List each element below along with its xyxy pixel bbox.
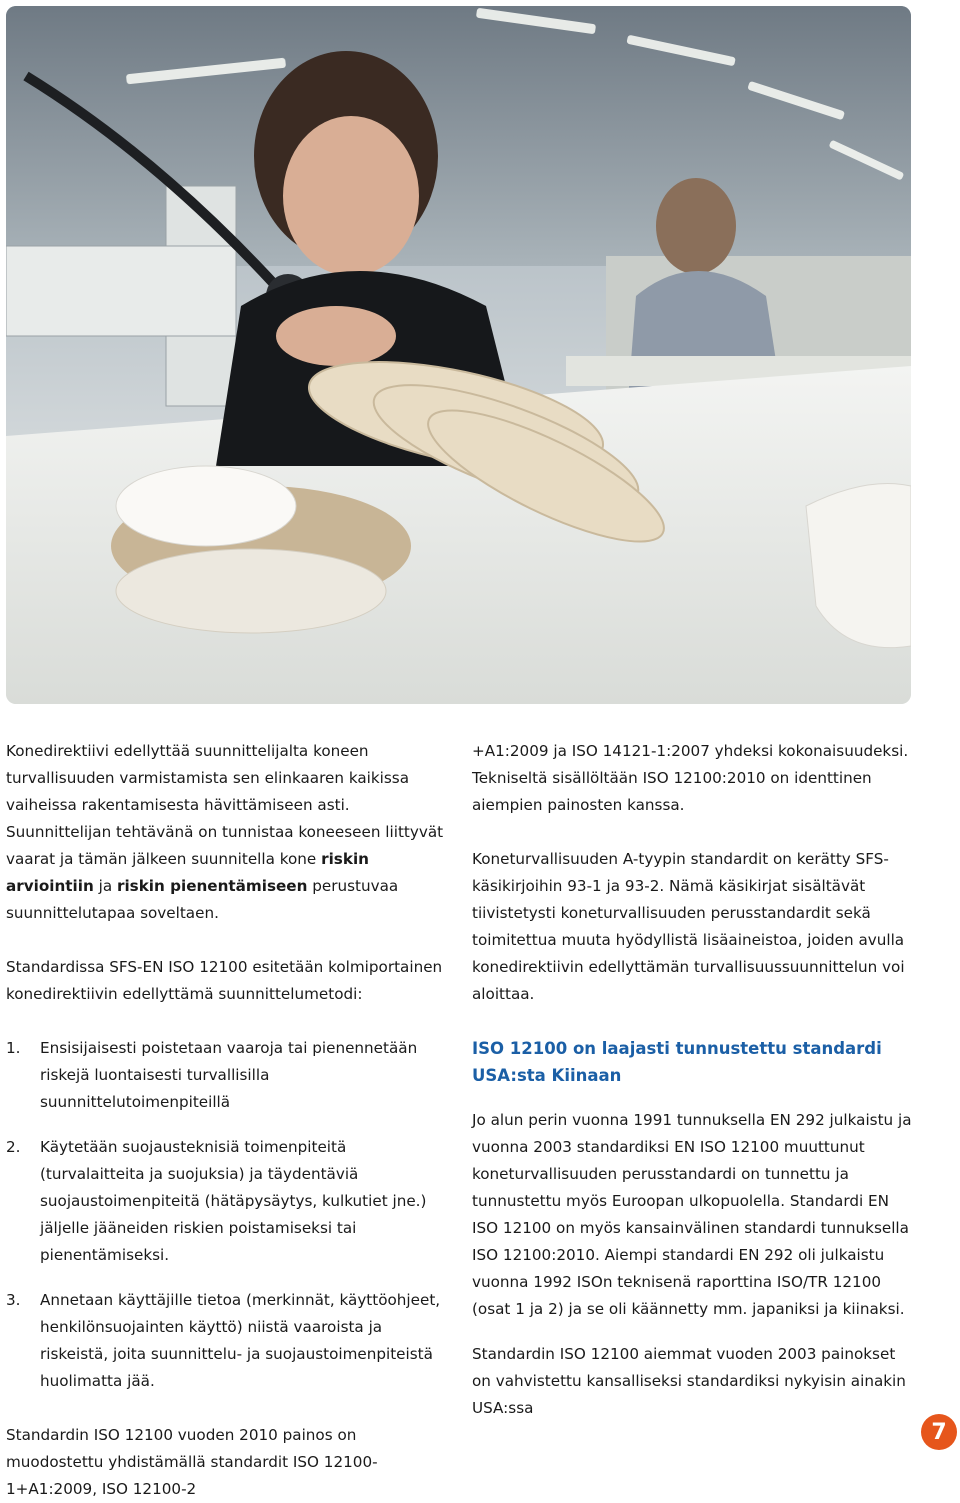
step-text: Käytetään suojausteknisiä toimenpiteitä (turvalaitteita ja suojuksia) ja täydentäviä suojaustoimenpiteitä (hätäpysäytys, kulkutiet jne.) jäljelle jääneiden riskien poistamiseksi tai pienentämiseksi.	[40, 1138, 427, 1264]
list-item	[6, 1035, 450, 1116]
photo-illustration	[6, 6, 911, 704]
step-text: Ensisijaisesti poistetaan vaaroja tai pienennetään riskejä luontaisesti turvallisilla suunnittelutoimenpiteillä	[40, 1039, 418, 1111]
list-item	[6, 1287, 450, 1395]
method-intro: Standardissa SFS-EN ISO 12100 esitetään kolmiportainen konedirektiivin edellyttämä suunnittelumetodi:	[6, 958, 443, 1003]
section-heading: ISO 12100 on laajasti tunnustettu standardi USA:sta Kiinaan	[472, 1039, 882, 1085]
closing-paragraph: Standardin ISO 12100 vuoden 2010 painos on muodostettu yhdistämällä standardit ISO 12100-1+A1:2009, ISO 12100-2	[6, 1426, 378, 1498]
step-number: 1.	[6, 1039, 21, 1057]
editions-paragraph: Standardin ISO 12100 aiemmat vuoden 2003 painokset on vahvistettu kansalliseksi standardiksi nykyisin ainakin USA:ssa	[472, 1345, 906, 1417]
handbook-paragraph: Koneturvallisuuden A-tyypin standardit on kerätty SFS-käsikirjoihin 93-1 ja 93-2. Nämä käsikirjat sisältävät tiivistetysti koneturvallisuuden perusstandardit sekä toimitettua muuta hyödyllistä lisäaineistoa, joiden avulla konedirektiivin edellyttämän turvallisuussuunnittelun voi aloittaa.	[472, 850, 905, 1003]
intro-paragraph	[6, 738, 450, 927]
step-number: 2.	[6, 1138, 21, 1156]
step-text: Annetaan käyttäjille tietoa (merkinnät, käyttöohjeet, henkilönsuojainten käyttö) niistä vaaroista ja riskeistä, joita suunnittelu- ja suojaustoimenpiteistä huolimatta jää.	[40, 1291, 441, 1390]
step-number: 3.	[6, 1291, 21, 1309]
left-column	[6, 738, 450, 1503]
intro-text: Konedirektiivi edellyttää suunnittelijalta koneen turvallisuuden varmistamista sen elinkaaren kaikissa vaiheissa rakentamisesta hävittämiseen asti. Suunnittelijan tehtävänä on tunnistaa koneeseen liittyvät vaarat ja tämän jälkeen suunnitella kone	[6, 742, 444, 868]
intro-conjunction: ja	[98, 877, 113, 895]
method-steps-list	[6, 1035, 450, 1395]
emphasis-risk-reduction: riskin pienentämiseen	[116, 877, 308, 895]
page-number-badge: 7	[921, 1414, 957, 1450]
list-item	[6, 1134, 450, 1269]
emphasis-risk-assessment: riskin arviointiin	[6, 850, 369, 895]
continuation-paragraph: +A1:2009 ja ISO 14121-1:2007 yhdeksi kokonaisuudeksi. Tekniseltä sisällöltään ISO 12100:2010 on identtinen aiempien painosten kanssa.	[472, 742, 909, 814]
sewing-factory-photo	[6, 6, 911, 704]
right-column	[472, 738, 916, 1422]
history-paragraph: Jo alun perin vuonna 1991 tunnuksella EN 292 julkaistu ja vuonna 2003 standardiksi EN ISO 12100 muuttunut koneturvallisuuden perusstandardi on tunnettu ja tunnustettu myös Euroopan ulkopuolella. Standardi EN ISO 12100 on myös kansainvälinen standardi tunnuksella ISO 12100:2010. Aiempi standardi EN 292 oli julkaistu vuonna 1992 ISOn teknisenä raporttina ISO/TR 12100 (osat 1 ja 2) ja se oli käännetty mm. japaniksi ja kiinaksi.	[472, 1111, 912, 1318]
intro-ending: perustuvaa suunnittelutapaa soveltaen.	[6, 877, 399, 922]
